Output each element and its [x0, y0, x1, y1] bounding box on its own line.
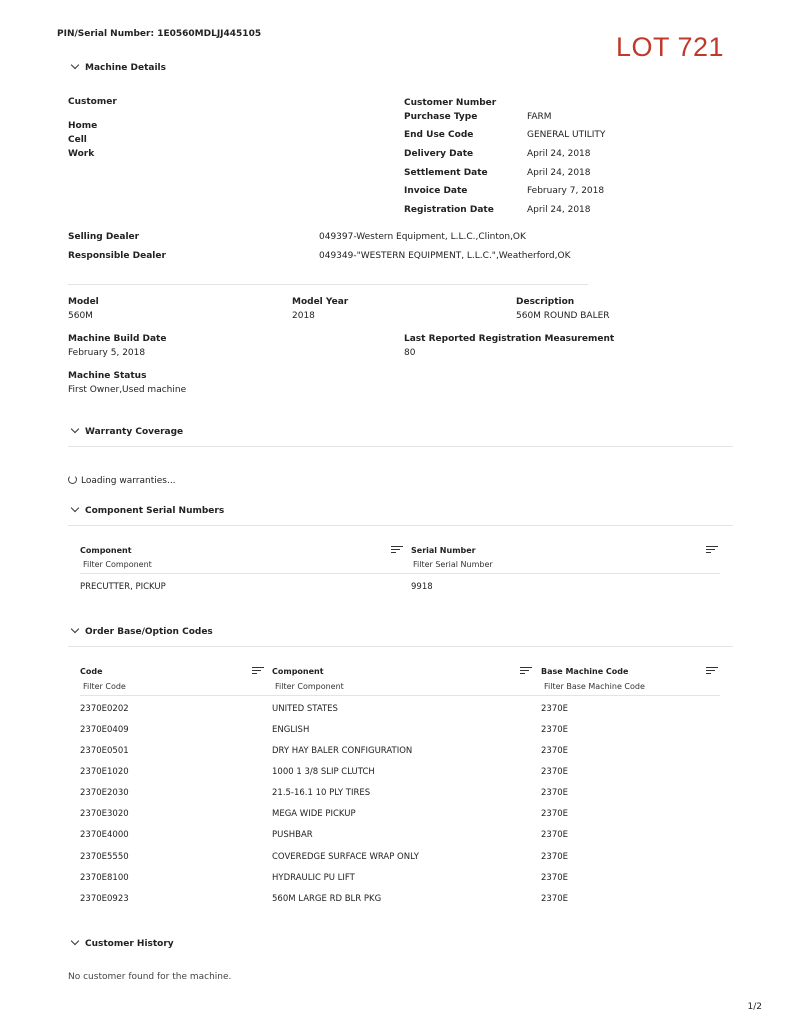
section-title: Component Serial Numbers [85, 506, 225, 516]
component-cell: ENGLISH [272, 725, 310, 735]
component-cell: HYDRAULIC PU LIFT [272, 873, 355, 883]
divider [68, 284, 588, 285]
machine-status-value: First Owner,Used machine [68, 385, 187, 395]
cell-label: Cell [68, 135, 87, 145]
serial-cell: 9918 [411, 582, 433, 592]
sort-icon[interactable] [706, 546, 718, 554]
description-label: Description [516, 297, 575, 307]
responsible-dealer-label: Responsible Dealer [68, 251, 166, 261]
component-cell: 1000 1 3/8 SLIP CLUTCH [272, 767, 375, 777]
base-code-cell: 2370E [541, 767, 569, 777]
code-cell: 2370E0501 [80, 746, 129, 756]
divider [80, 573, 720, 574]
base-code-cell: 2370E [541, 830, 569, 840]
selling-dealer-label: Selling Dealer [68, 232, 140, 242]
sort-icon[interactable] [391, 546, 403, 554]
info-label: Purchase Type [404, 112, 478, 122]
component-cell: DRY HAY BALER CONFIGURATION [272, 746, 413, 756]
divider [68, 525, 733, 526]
machine-details-header[interactable] [72, 63, 166, 73]
section-title: Warranty Coverage [85, 427, 184, 437]
selling-dealer-value: 049397-Western Equipment, L.L.C.,Clinton,OK [319, 232, 526, 242]
info-value: GENERAL UTILITY [527, 130, 606, 140]
machine-status-label: Machine Status [68, 371, 147, 381]
pin-serial-number: PIN/Serial Number: 1E0560MDLJJ445105 [57, 29, 262, 39]
code-cell: 2370E1020 [80, 767, 129, 777]
chevron-down-icon [71, 937, 79, 945]
filter-component-input[interactable]: Filter Component [83, 560, 152, 569]
info-label: Invoice Date [404, 186, 468, 196]
info-value: April 24, 2018 [527, 205, 591, 215]
warranty-coverage-header[interactable] [72, 427, 183, 437]
base-code-cell: 2370E [541, 873, 569, 883]
work-label: Work [68, 149, 95, 159]
model-year-value: 2018 [292, 311, 315, 321]
component-cell: PUSHBAR [272, 830, 313, 840]
loading-text: Loading warranties... [81, 476, 176, 486]
chevron-down-icon [71, 61, 79, 69]
filter-code-input[interactable]: Filter Code [83, 682, 126, 691]
loading-spinner-icon [68, 475, 77, 484]
section-title: Order Base/Option Codes [85, 627, 213, 637]
code-cell: 2370E0923 [80, 894, 129, 904]
base-code-cell: 2370E [541, 788, 569, 798]
filter-base-machine-code-input[interactable]: Filter Base Machine Code [544, 682, 645, 691]
info-label: Settlement Date [404, 168, 488, 178]
component-cell: UNITED STATES [272, 704, 338, 714]
divider [80, 695, 720, 696]
customer-history-header[interactable] [72, 939, 174, 949]
sort-icon[interactable] [520, 667, 532, 675]
sort-icon[interactable] [706, 667, 718, 675]
info-value: February 7, 2018 [527, 186, 605, 196]
component-cell: COVEREDGE SURFACE WRAP ONLY [272, 852, 419, 862]
component-cell: 21.5-16.1 10 PLY TIRES [272, 788, 371, 798]
code-cell: 2370E0409 [80, 725, 129, 735]
divider [68, 646, 733, 647]
model-value: 560M [68, 311, 93, 321]
home-label: Home [68, 121, 98, 131]
build-date-label: Machine Build Date [68, 334, 167, 344]
build-date-value: February 5, 2018 [68, 348, 146, 358]
model-year-label: Model Year [292, 297, 349, 307]
base-code-cell: 2370E [541, 894, 569, 904]
code-cell: 2370E8100 [80, 873, 129, 883]
section-title: Machine Details [85, 63, 166, 73]
info-label: Customer Number [404, 98, 497, 108]
info-label: Delivery Date [404, 149, 474, 159]
info-value: April 24, 2018 [527, 168, 591, 178]
component-cell: MEGA WIDE PICKUP [272, 809, 356, 819]
column-header-base-machine-code[interactable]: Base Machine Code [541, 667, 629, 676]
base-code-cell: 2370E [541, 725, 569, 735]
last-measurement-label: Last Reported Registration Measurement [404, 334, 615, 344]
last-measurement-value: 80 [404, 348, 416, 358]
code-cell: 2370E0202 [80, 704, 129, 714]
column-header-serial-number[interactable]: Serial Number [411, 546, 476, 555]
code-cell: 2370E2030 [80, 788, 129, 798]
filter-serial-number-input[interactable]: Filter Serial Number [413, 560, 493, 569]
info-label: End Use Code [404, 130, 474, 140]
code-cell: 2370E3020 [80, 809, 129, 819]
page-number: 1/2 [747, 1002, 762, 1012]
chevron-down-icon [71, 504, 79, 512]
code-cell: 2370E4000 [80, 830, 129, 840]
chevron-down-icon [71, 625, 79, 633]
divider [68, 446, 733, 447]
base-code-cell: 2370E [541, 852, 569, 862]
sort-icon[interactable] [252, 667, 264, 675]
component-cell: 560M LARGE RD BLR PKG [272, 894, 382, 904]
info-value: April 24, 2018 [527, 149, 591, 159]
lot-number: LOT 721 [616, 32, 725, 62]
customer-label: Customer [68, 97, 117, 107]
chevron-down-icon [71, 425, 79, 433]
component-serials-header[interactable] [72, 506, 224, 516]
base-code-cell: 2370E [541, 746, 569, 756]
order-codes-header[interactable] [72, 627, 213, 637]
column-header-code[interactable]: Code [80, 667, 103, 676]
section-title: Customer History [85, 939, 174, 949]
column-header-component[interactable]: Component [80, 546, 132, 555]
filter-component-input[interactable]: Filter Component [275, 682, 344, 691]
code-cell: 2370E5550 [80, 852, 129, 862]
base-code-cell: 2370E [541, 704, 569, 714]
customer-history-empty: No customer found for the machine. [68, 972, 232, 982]
model-label: Model [68, 297, 99, 307]
column-header-component[interactable]: Component [272, 667, 324, 676]
info-label: Registration Date [404, 205, 494, 215]
responsible-dealer-value: 049349-"WESTERN EQUIPMENT, L.L.C.",Weatherford,OK [319, 251, 571, 261]
info-value: FARM [527, 112, 552, 122]
component-cell: PRECUTTER, PICKUP [80, 582, 166, 592]
warranty-loading [68, 474, 176, 486]
description-value: 560M ROUND BALER [516, 311, 610, 321]
base-code-cell: 2370E [541, 809, 569, 819]
